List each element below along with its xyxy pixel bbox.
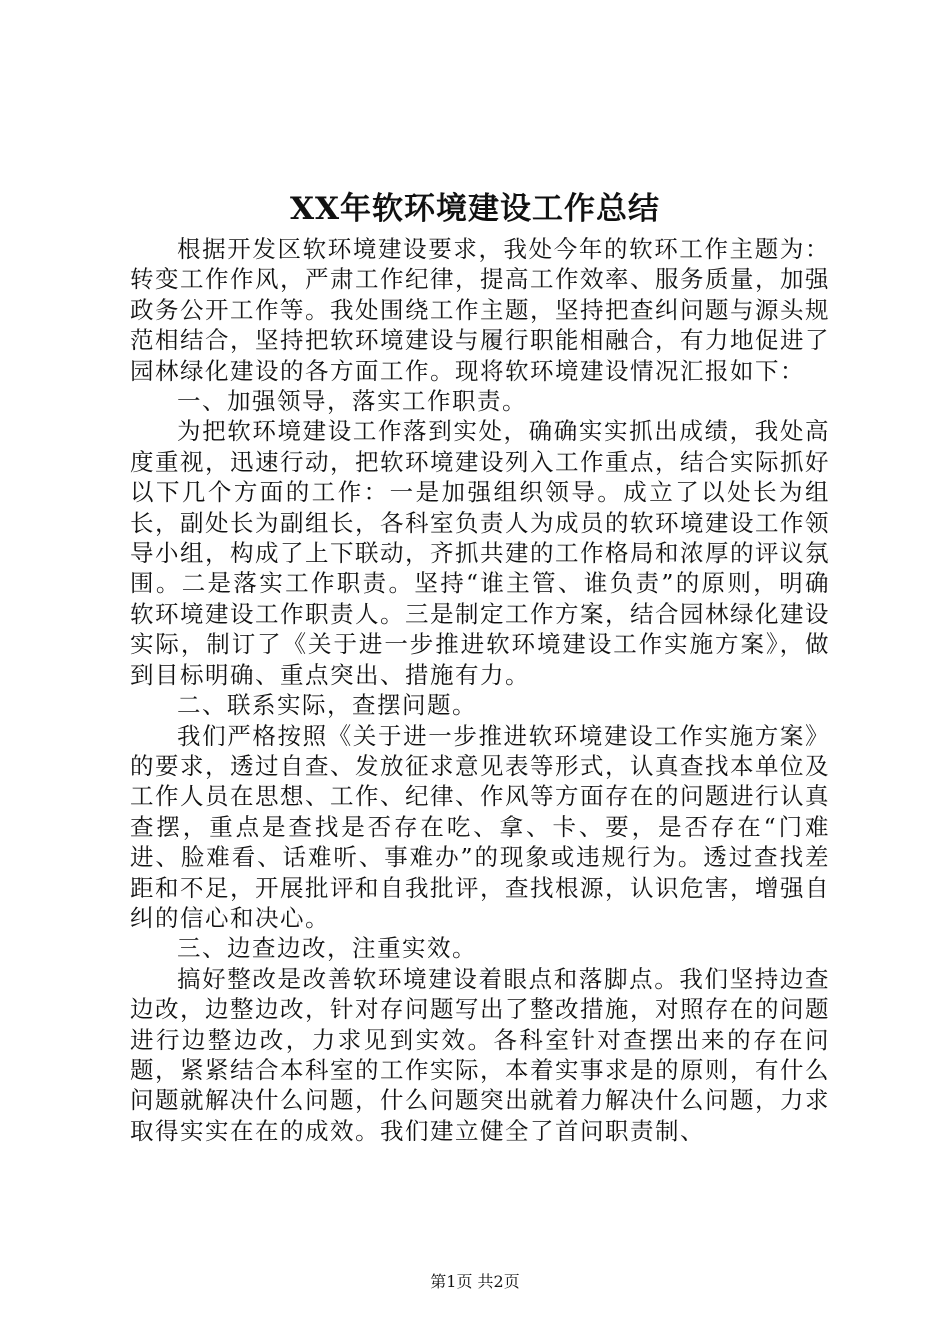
section-heading-2: 二、联系实际，查摆问题。 (177, 691, 477, 720)
section-heading-3: 三、边查边改，注重实效。 (177, 934, 477, 963)
page-footer: 第1页 共2页 (430, 1272, 520, 1291)
document-title: XX年软环境建设工作总结 (289, 191, 661, 227)
paragraph-section-1: 为把软环境建设工作落到实处，确确实实抓出成绩，我处高度重视，迅速行动，把软环境建设列入工作重点，结合实际抓好以下几个方面的工作：一是加强组织领导。成立了以处长为组长，副处长为副组长，各科室负责人为成员的软环境建设工作领导小组，构成了上下联动，齐抓共建的工作格局和浓厚的评议氛围。二是落实工作职责。坚持“谁主管、谁负责”的原则，明确软环境建设工作职责人。三是制定工作方案，结合园林绿化建设实际，制订了《关于进一步推进软环境建设工作实施方案》，做到目标明确、重点突出、措施有力。 (130, 417, 830, 689)
paragraph-intro: 根据开发区软环境建设要求，我处今年的软环工作主题为：转变工作作风，严肃工作纪律，提高工作效率、服务质量，加强政务公开工作等。我处围绕工作主题，坚持把查纠问题与源头规范相结合，坚持把软环境建设与履行职能相融合，有力地促进了园林绿化建设的各方面工作。现将软环境建设情况汇报如下： (130, 235, 830, 385)
section-heading-1: 一、加强领导，落实工作职责。 (177, 387, 527, 416)
document-body (130, 234, 830, 1146)
paragraph-section-2: 我们严格按照《关于进一步推进软环境建设工作实施方案》的要求，透过自查、发放征求意见表等形式，认真查找本单位及工作人员在思想、工作、纪律、作风等方面存在的问题进行认真查摆，重点是查找是否存在吃、拿、卡、要，是否存在“门难进、脸难看、话难听、事难办”的现象或违规行为。透过查找差距和不足，开展批评和自我批评，查找根源，认识危害，增强自纠的信心和决心。 (130, 721, 830, 932)
paragraph-section-3: 搞好整改是改善软环境建设着眼点和落脚点。我们坚持边查边改，边整边改，针对存问题写出了整改措施，对照存在的问题进行边整边改，力求见到实效。各科室针对查摆出来的存在问题，紧紧结合本科室的工作实际，本着实事求是的原则，有什么问题就解决什么问题，什么问题突出就着力解决什么问题，力求取得实实在在的成效。我们建立健全了首问职责制、 (130, 964, 830, 1145)
